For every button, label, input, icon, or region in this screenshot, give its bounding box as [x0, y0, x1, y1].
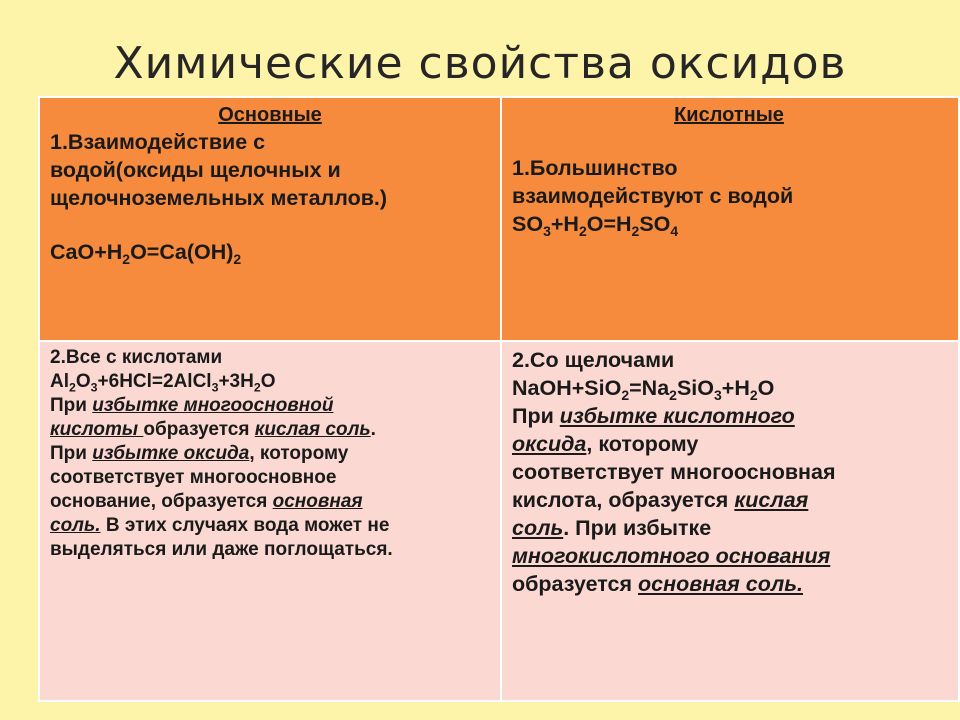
acidic-note-line4: кислота, образуется кислая [512, 488, 809, 512]
acidic-water-line1: 1.Большинство [512, 156, 678, 180]
basic-oxides-cell [39, 97, 501, 341]
acidic-note-line3: соответствует многоосновная [512, 460, 836, 484]
basic-note-line1: При избытке многоосновной [50, 395, 334, 416]
basic-acids-cell [39, 341, 501, 701]
basic-water-equation: $CaO+H_2O=Ca(OH)_2$ [50, 240, 242, 267]
basic-note-line6: соль. В этих случаях вода может не [50, 515, 390, 536]
slide-title: Химические свойства оксидов [113, 38, 847, 89]
basic-header: Основные [218, 104, 322, 126]
basic-acids-equation: $Al_2O_3+6HCl=2AlCl_3+3H_2O$ [50, 371, 276, 395]
acidic-alkali-cell [501, 341, 959, 701]
basic-note-line4: соответствует многоосновное [50, 467, 337, 488]
acidic-alkali-equation: $NaOH+SiO_2=Na_2SiO_3+H_2O$ [512, 376, 775, 403]
basic-water-line1: 1.Взаимодействие с [50, 130, 266, 154]
acidic-water-line2: взаимодействуют с водой [512, 184, 794, 208]
acidic-note-line1: При избытке кислотного [512, 404, 795, 428]
basic-note-line3: При избытке оксида, которому [50, 443, 349, 464]
acidic-oxides-cell [501, 97, 959, 341]
basic-note-line2: кислоты образуется кислая соль. [50, 419, 376, 440]
acidic-header: Кислотные [674, 104, 784, 126]
acidic-water-equation: $SO_3+H_2O=H_2SO_4$ [512, 212, 679, 239]
basic-acids-title: 2.Все с кислотами [50, 347, 223, 368]
acidic-note-line2: оксида, которому [512, 432, 699, 456]
acidic-note-line7: образуется основная соль. [512, 572, 803, 596]
acidic-note-line6: многокислотного основания [512, 544, 831, 568]
basic-note-line7: выделяться или даже поглощаться. [50, 539, 393, 560]
basic-water-line2: водой(оксиды щелочных и [50, 158, 341, 182]
acidic-alkali-title: 2.Со щелочами [512, 348, 675, 372]
basic-note-line5: основание, образуется основная [50, 491, 363, 512]
acidic-note-line5: соль. При избытке [512, 516, 712, 540]
basic-water-line3: щелочноземельных металлов.) [50, 186, 388, 210]
oxides-table [38, 96, 960, 702]
